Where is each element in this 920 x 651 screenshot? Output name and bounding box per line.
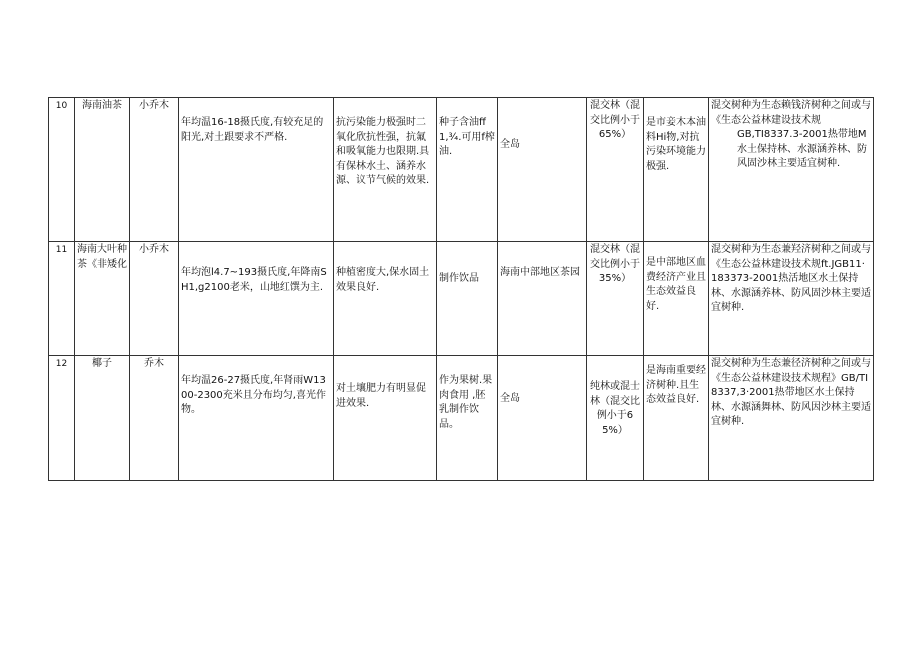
notes xyxy=(709,98,874,242)
species-name: 海南油茶 xyxy=(75,98,130,242)
value-description: 是海南重要经济树种.且生态效益良好. xyxy=(644,356,709,481)
notes-line-a: 混交树种为生态赖钱济树种之间或与《生态公益林建设技术规 xyxy=(711,100,871,126)
value-description: 是中部地区血费经济产业且生态效益良好. xyxy=(644,242,709,356)
climate-requirements: 年均温16-18摄氏度,有较充足的阳光,对土跟要求不严格. xyxy=(179,98,334,242)
tree-type: 乔木 xyxy=(130,356,179,481)
planting-mode: 混交林（混交比例小于35%） xyxy=(587,242,644,356)
notes: 混交树种为生态兼径济树种之间或与《生态公益林建设技术规程》GB/TI8337,3·2001热带地区水土保持林、水源涵舞林、防风因沙林主要适宜树种. xyxy=(709,356,874,481)
row-number: 12 xyxy=(49,356,75,481)
row-number: 11 xyxy=(49,242,75,356)
table-row xyxy=(49,356,874,481)
planting-mode: 纯林或混士林（混交比例小于65%） xyxy=(587,356,644,481)
ecological-function: 种植密度大,保水固土效果良好. xyxy=(334,242,437,356)
climate-requirements: 年均温26-27摄氏度,年肾雨W1300-2300充米且分布均匀,喜光作物。 xyxy=(179,356,334,481)
tree-species-table xyxy=(48,97,874,481)
row-number: 10 xyxy=(49,98,75,242)
economic-use: 作为果树.果肉食用 ,胚乳制作饮品。 xyxy=(437,356,498,481)
ecological-function: 对土壤肥力有明显促进效果. xyxy=(334,356,437,481)
ecological-function: 抗污染能力极强时二氧化欣抗性强，抗氟和吸氧能力也限期.具有保林水土、涵养水源、议节气候的效果. xyxy=(334,98,437,242)
table-row xyxy=(49,98,874,242)
planting-region: 全岛 xyxy=(498,98,587,242)
climate-requirements: 年均泡l4.7~193摄氏度,年降南SH1,g2100老米，山地红馔为主. xyxy=(179,242,334,356)
tree-type: 小乔木 xyxy=(130,242,179,356)
species-name: 椰子 xyxy=(75,356,130,481)
planting-mode: 混交林（混交比例小于65%） xyxy=(587,98,644,242)
economic-use: 种子含油ff1,¾.可用f榨油. xyxy=(437,98,498,242)
economic-use: 制作饮品 xyxy=(437,242,498,356)
planting-region: 海南中部地区茶园 xyxy=(498,242,587,356)
value-description xyxy=(644,98,709,242)
tree-type: 小乔木 xyxy=(130,98,179,242)
table-row xyxy=(49,242,874,356)
notes-line-b: GB,TI8337.3-2001热带地M水土保持林、水源涵养林、防风固沙林主要适宜树种. xyxy=(737,129,867,170)
notes: 混交树种为生态兼羟济树种之间或与《生态公益林建设技术规ft.JGB11·183373-2001热活地区水土保持林、水源涵养林、防风固沙林主要适宜树种. xyxy=(709,242,874,356)
planting-region: 全岛 xyxy=(498,356,587,481)
value-text: 是市妾木本油料Hi物,对抗污染环境能力极强. xyxy=(646,117,706,172)
species-name: 海南大叶种茶《非矮化 xyxy=(75,242,130,356)
